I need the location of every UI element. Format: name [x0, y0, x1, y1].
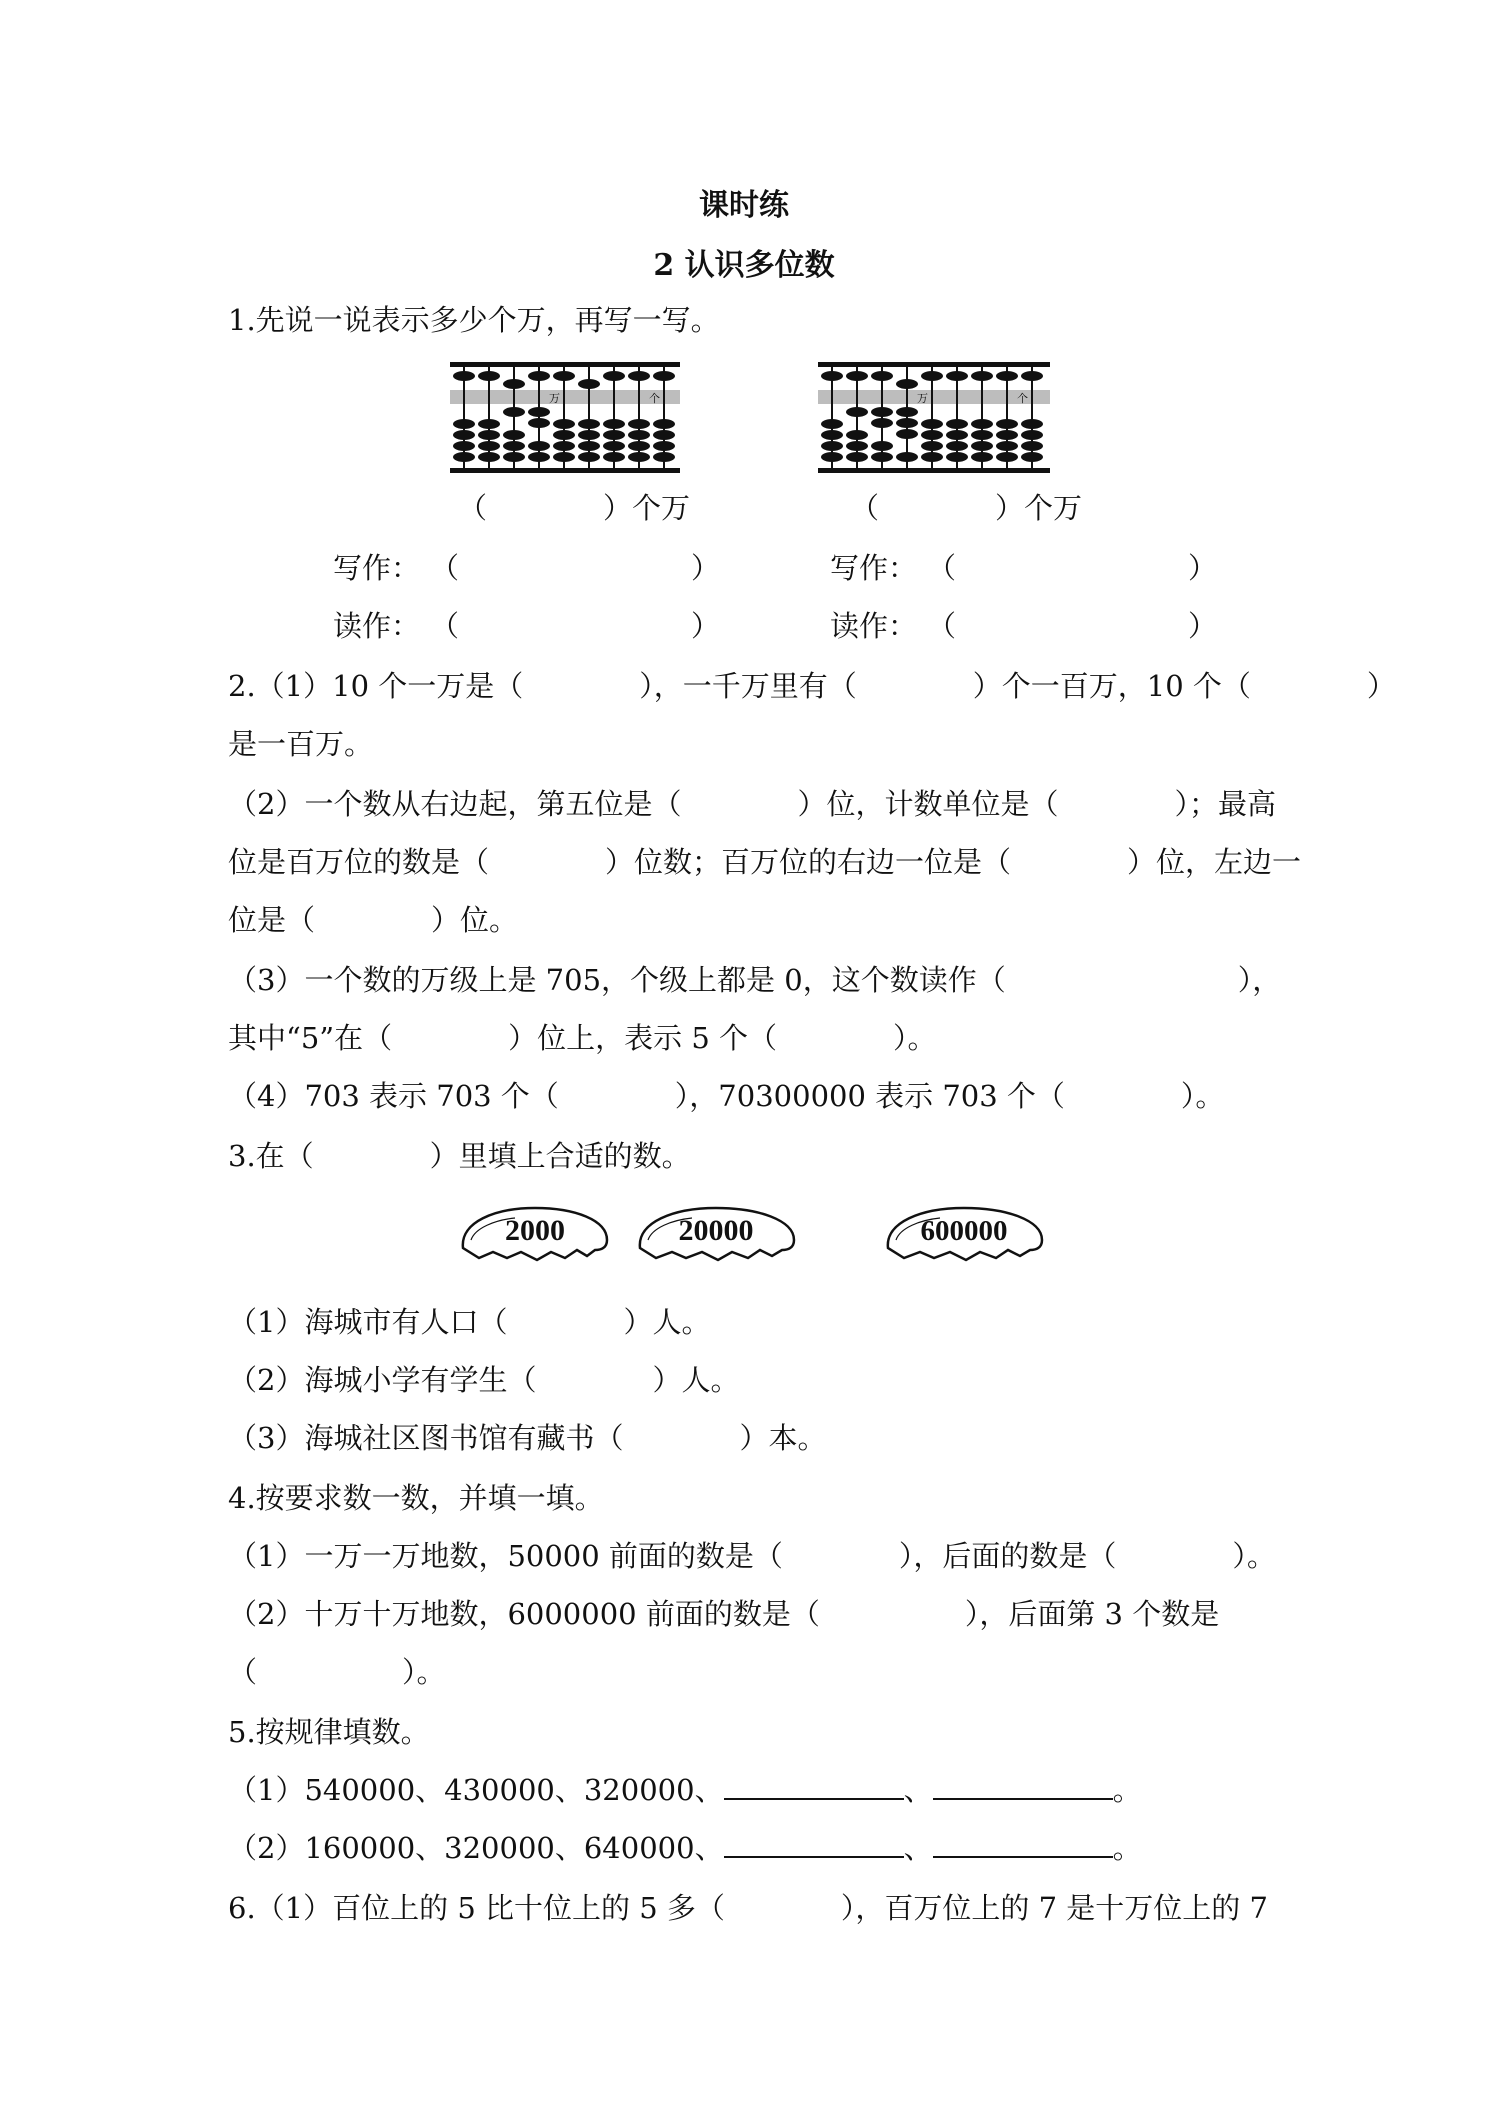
q1-left-write-blank[interactable]: （ ） — [430, 551, 721, 585]
q1-left-read-label: 读作： — [333, 609, 421, 643]
q1-right-write-blank[interactable]: （ ） — [927, 551, 1218, 585]
stone-600000-label: 600000 — [920, 1215, 1008, 1247]
q1-left-count: （ ）个万 — [458, 491, 691, 525]
q2-line1: 2.（1）10 个一万是（ ），一千万里有（ ）个一百万，10 个（ ） — [228, 669, 1396, 703]
q5-seq2-text: （2）160000、320000、640000、 — [228, 1831, 724, 1865]
q5-seq1-blank-2[interactable] — [933, 1772, 1113, 1800]
q5-seq2-sep: 、 — [903, 1831, 933, 1865]
q2-line3: （2）一个数从右边起，第五位是（ ）位，计数单位是（ ）；最高 — [228, 787, 1276, 821]
q2-line6: （3）一个数的万级上是 705，个级上都是 0，这个数读作（ ）， — [228, 963, 1282, 997]
q2-line8: （4）703 表示 703 个（ ），70300000 表示 703 个（ ）。 — [228, 1079, 1225, 1113]
q5-seq2-end: 。 — [1112, 1831, 1142, 1865]
stone-2000-image — [455, 1200, 613, 1270]
stone-20000-label: 20000 — [678, 1214, 754, 1247]
q5-seq1-blank-1[interactable] — [724, 1772, 904, 1800]
q1-right-read-label: 读作： — [830, 609, 918, 643]
q1-right-write-label: 写作： — [830, 551, 918, 585]
q2-line5: 位是（ ）位。 — [228, 903, 519, 937]
q1-prompt: 1.先说一说表示多少个万，再写一写。 — [228, 303, 720, 337]
page-subtitle: 2 认识多位数 — [653, 248, 835, 283]
abacus-left-ge-label: 个 — [649, 392, 660, 405]
stone-20000-image — [632, 1200, 800, 1270]
q4-line3: （ ）。 — [228, 1655, 446, 1689]
q3-item-3: （3）海城社区图书馆有藏书（ ）本。 — [228, 1421, 827, 1455]
q1-left-read-blank[interactable]: （ ） — [430, 609, 721, 643]
abacus-left-wan-label: 万 — [549, 392, 560, 405]
q5-seq1-text: （1）540000、430000、320000、 — [228, 1773, 724, 1807]
q1-left-write-label: 写作： — [333, 551, 421, 585]
q4-line2: （2）十万十万地数，6000000 前面的数是（ ），后面第 3 个数是 — [228, 1597, 1220, 1631]
q1-right-read-blank[interactable]: （ ） — [927, 609, 1218, 643]
abacus-right-ge-label: 个 — [1017, 392, 1028, 405]
q3-item-1: （1）海城市有人口（ ）人。 — [228, 1305, 711, 1339]
q4-prompt: 4.按要求数一数，并填一填。 — [228, 1481, 604, 1515]
abacus-right-wan-label: 万 — [917, 392, 928, 405]
q2-line7: 其中“5”在（ ）位上，表示 5 个（ ）。 — [228, 1021, 937, 1055]
q5-seq1-sep: 、 — [903, 1773, 933, 1807]
q4-line1: （1）一万一万地数，50000 前面的数是（ ），后面的数是（ ）。 — [228, 1539, 1276, 1573]
q1-right-count: （ ）个万 — [850, 491, 1083, 525]
stone-2000-label: 2000 — [505, 1214, 565, 1247]
q6-line1: 6.（1）百位上的 5 比十位上的 5 多（ ），百万位上的 7 是十万位上的 7 — [228, 1891, 1268, 1925]
q3-prompt: 3.在（ ）里填上合适的数。 — [228, 1139, 691, 1173]
abacus-left-image — [450, 360, 680, 475]
page-title: 课时练 — [699, 188, 789, 223]
stone-600000-image — [880, 1200, 1048, 1270]
q2-line2: 是一百万。 — [228, 727, 374, 761]
abacus-right-image — [818, 360, 1050, 475]
q5-seq2-blank-2[interactable] — [933, 1830, 1113, 1858]
q5-seq2 — [228, 1830, 1142, 1866]
q5-prompt: 5.按规律填数。 — [228, 1715, 430, 1749]
q5-seq1 — [228, 1772, 1142, 1808]
q5-seq1-end: 。 — [1112, 1773, 1142, 1807]
q2-line4: 位是百万位的数是（ ）位数；百万位的右边一位是（ ）位，左边一 — [228, 845, 1302, 879]
q5-seq2-blank-1[interactable] — [724, 1830, 904, 1858]
q3-item-2: （2）海城小学有学生（ ）人。 — [228, 1363, 740, 1397]
